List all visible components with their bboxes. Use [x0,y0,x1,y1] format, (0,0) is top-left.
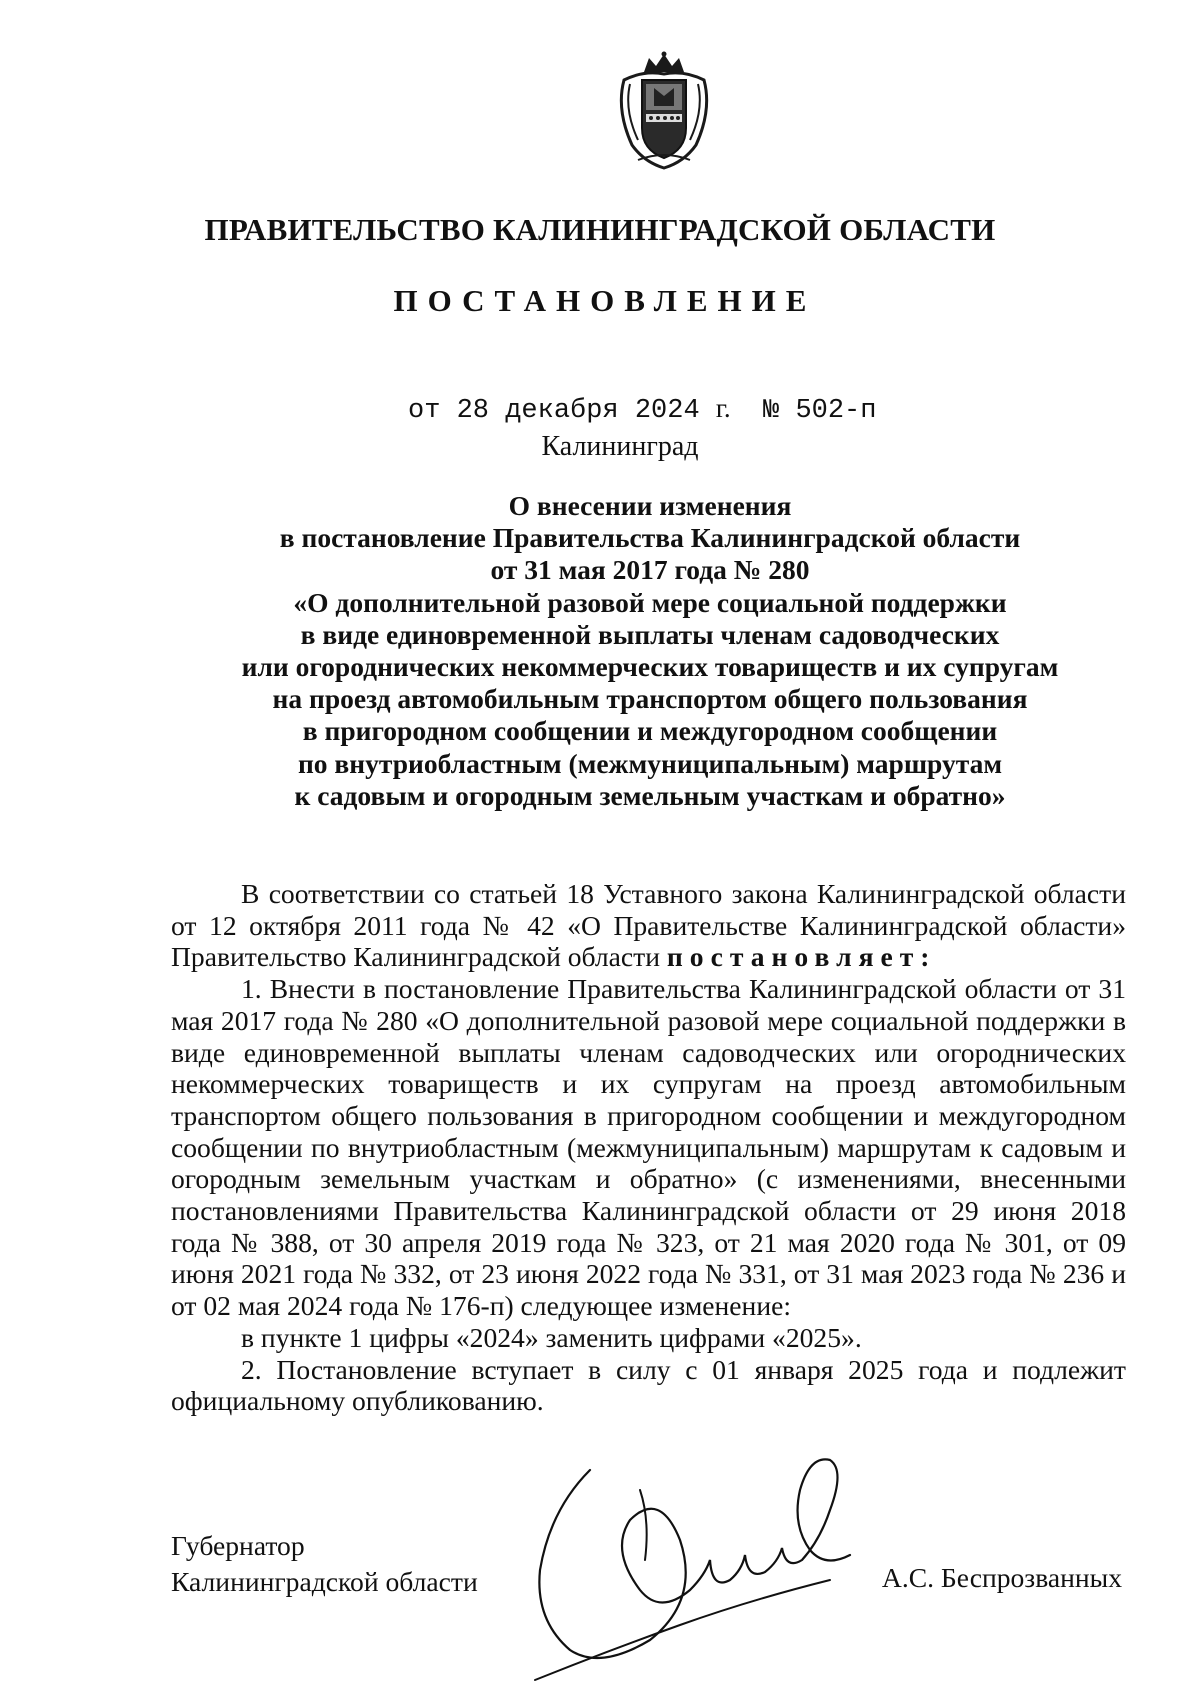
organization-title: ПРАВИТЕЛЬСТВО КАЛИНИНГРАДСКОЙ ОБЛАСТИ [204,212,996,247]
document-body [171,878,1126,1417]
handwritten-signature-icon [530,1450,870,1690]
subject-line: или огороднических некоммерческих товариществ и их супругам [241,651,1059,683]
subject-line: на проезд автомобильным транспортом общего пользования [272,683,1028,715]
coat-of-arms-icon [614,50,714,170]
subject-line: к садовым и огородным земельным участкам и обратно» [294,779,1006,811]
position-line: Калининградской области [171,1566,478,1597]
document-type-title: ПОСТАНОВЛЕНИЕ [393,283,817,318]
document-date: от 28 декабря 2024 [408,396,700,426]
subject-line: в постановление Правительства Калининградской области [279,522,1021,554]
subject-line: по внутриобластным (межмуниципальным) маршрутам [297,747,1003,779]
item-2-paragraph: 2. Постановление вступает в силу с 01 января 2025 года и подлежит официальному опубликованию. [171,1353,1126,1417]
signatory-name: А.С. Беспрозванных [881,1562,1122,1593]
preamble-paragraph [171,878,1126,973]
document-city: Калининград [541,431,699,462]
document-subject [180,490,1120,812]
item-1-paragraph: 1. Внести в постановление Правительства Калининградской области от 31 мая 2017 года № 280 «О дополнительной разовой мере социальной поддержки в виде единовременной выплаты членам садоводческих или огороднических некоммерческих товариществ и их супругам на проезд автомобильным транспортом общего пользования в пригородном сообщении и междугородном сообщении по внутриобластным (межмуниципальным) маршрутам к садовым и огородным земельным участкам и обратно» (с изменениями, внесенными постановлениями Правительства Калининградской области от 29 июня 2018 года № 388, от 30 апреля 2019 года № 323, от 21 мая 2020 года № 301, от 09 июня 2021 года № 332, от 23 июня 2022 года № 331, от 31 мая 2023 года № 236 и от 02 мая 2024 года № 176-п) следующее изменение: [171,973,1126,1322]
document-date-number [408,393,876,426]
preamble-text: В соответствии со статьей 18 Уставного закона Калининградской области от 12 октября 2011 года № 42 «О Правительстве Калининградской области» Правительство Калининградской области [171,878,1126,973]
signatory-position [171,1528,478,1600]
subject-line: О внесении изменения [508,490,792,521]
subject-line: от 31 мая 2017 года № 280 [490,554,810,586]
position-line: Губернатор [171,1530,305,1561]
year-suffix: г. [715,393,731,423]
subject-line: в виде единовременной выплаты членам садоводческих [300,618,1000,650]
decree-word: постановляет: [666,941,937,973]
item-1-change-paragraph: в пункте 1 цифры «2024» заменить цифрами «2025». [241,1321,862,1353]
document-number: № 502-п [763,396,877,426]
subject-line: «О дополнительной разовой мере социальной поддержки [293,586,1007,618]
subject-line: в пригородном сообщении и междугородном сообщении [302,715,998,747]
